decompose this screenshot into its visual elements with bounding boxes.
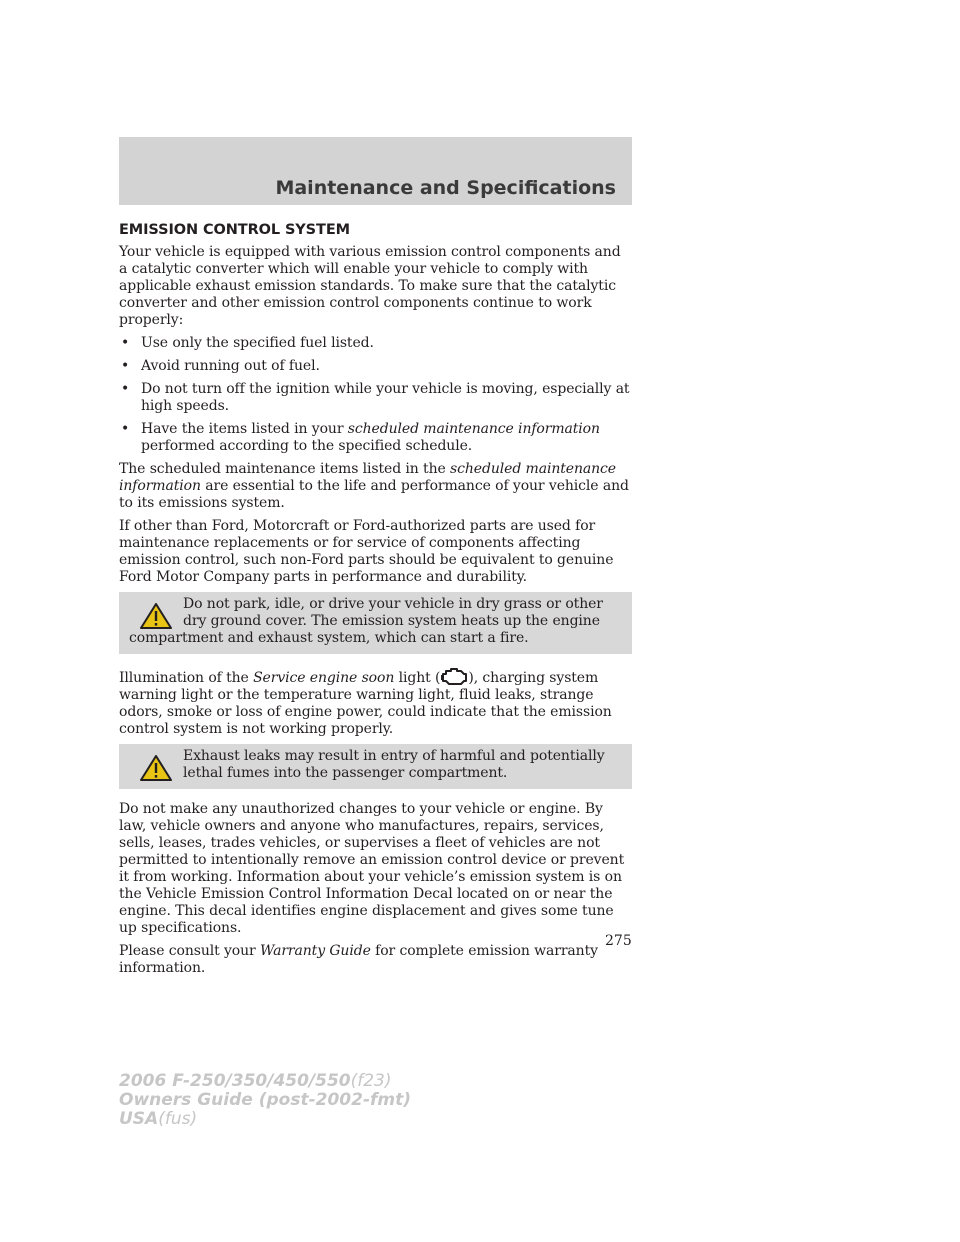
bullet-text: Avoid running out of fuel. xyxy=(141,358,320,374)
bullet-text: Do not turn off the ignition while your vehicle is moving, especially at high speeds. xyxy=(141,381,630,414)
bullet-item xyxy=(119,358,632,375)
bullet-dot: • xyxy=(121,381,130,397)
section-header-title: Maintenance and Specifications xyxy=(275,177,616,199)
bullet-text-italic: scheduled maintenance information xyxy=(347,421,600,437)
footer-model: 2006 F-250/350/450/550 xyxy=(119,1071,351,1091)
footer-market-code: (fus) xyxy=(158,1109,198,1129)
intro-paragraph: Your vehicle is equipped with various emission control components and a catalytic converter which will enable your vehicle to comply with applicable exhaust emission standards. To make sure that the catalytic converter and other emission control components continue to work properly: xyxy=(119,244,621,328)
warning-text: Do not park, idle, or drive your vehicle in dry grass or other dry ground cover. The emission system heats up the engine compartment and exhaust system, which can start a fire. xyxy=(129,596,603,646)
bullet-list xyxy=(119,335,632,455)
footer-line xyxy=(119,1072,411,1091)
bullet-dot: • xyxy=(121,358,130,374)
footer-line xyxy=(119,1110,411,1129)
warning-triangle-icon xyxy=(139,754,173,782)
italic-run: Warranty Guide xyxy=(260,943,371,959)
text-run: Please consult your xyxy=(119,943,260,959)
warning-text: Exhaust leaks may result in entry of harmful and potentially lethal fumes into the passenger compartment. xyxy=(183,748,605,781)
scheduled-maintenance-paragraph xyxy=(119,461,632,512)
header-band xyxy=(119,137,632,205)
text-run: are essential to the life and performance of your vehicle and to its emissions system. xyxy=(119,478,629,511)
bullet-text: Use only the specified fuel listed. xyxy=(141,335,374,351)
bullet-text-post: performed according to the specified schedule. xyxy=(141,438,473,454)
text-run: ), charging system warning light or the temperature warning light, fluid leaks, strange odors, smoke or loss of engine power, could indicate that the emission control system is not working properly. xyxy=(119,670,612,737)
illumination-paragraph xyxy=(119,666,632,738)
check-engine-icon xyxy=(440,666,468,686)
warning-triangle-icon xyxy=(139,602,173,630)
text-run: Illumination of the xyxy=(119,670,254,686)
warning-box xyxy=(119,744,632,789)
parts-paragraph: If other than Ford, Motorcraft or Ford-authorized parts are used for maintenance replacements or for service of components affecting emission control, such non-Ford parts should be equivalent to genuine Ford Motor Company parts in performance and durability. xyxy=(119,518,614,585)
footer-code: (f23) xyxy=(350,1071,392,1091)
footer-line xyxy=(119,1091,411,1110)
warranty-paragraph xyxy=(119,943,632,977)
footer-imprint xyxy=(119,1072,411,1129)
bullet-item xyxy=(119,381,632,415)
text-run: for complete emission warranty information. xyxy=(119,943,598,976)
footer-market: USA xyxy=(119,1109,159,1129)
law-paragraph: Do not make any unauthorized changes to your vehicle or engine. By law, vehicle owners and anyone who manufactures, repairs, services, sells, leases, trades vehicles, or supervises a fleet of vehicles are not permitted to intentionally remove an emission control device or prevent it from working. Information about your vehicle’s emission system is on the Vehicle Emission Control Information Decal located on or near the engine. This decal identifies engine displacement and gives some tune up specifications. xyxy=(119,801,625,936)
warning-box xyxy=(119,592,632,654)
text-run: The scheduled maintenance items listed in the xyxy=(119,461,451,477)
text-run: light ( xyxy=(394,670,441,686)
page-number: 275 xyxy=(605,933,632,949)
footer-guide: Owners Guide (post-2002-fmt) xyxy=(119,1090,412,1110)
bullet-dot: • xyxy=(121,421,130,437)
bullet-item xyxy=(119,335,632,352)
page-content xyxy=(119,221,632,983)
bullet-dot: • xyxy=(121,335,130,351)
bullet-text-pre: Have the items listed in your xyxy=(141,421,348,437)
bullet-item xyxy=(119,421,632,455)
italic-run: scheduled maintenance information xyxy=(119,461,616,494)
section-title: EMISSION CONTROL SYSTEM xyxy=(119,222,350,238)
italic-run: Service engine soon xyxy=(253,670,395,686)
